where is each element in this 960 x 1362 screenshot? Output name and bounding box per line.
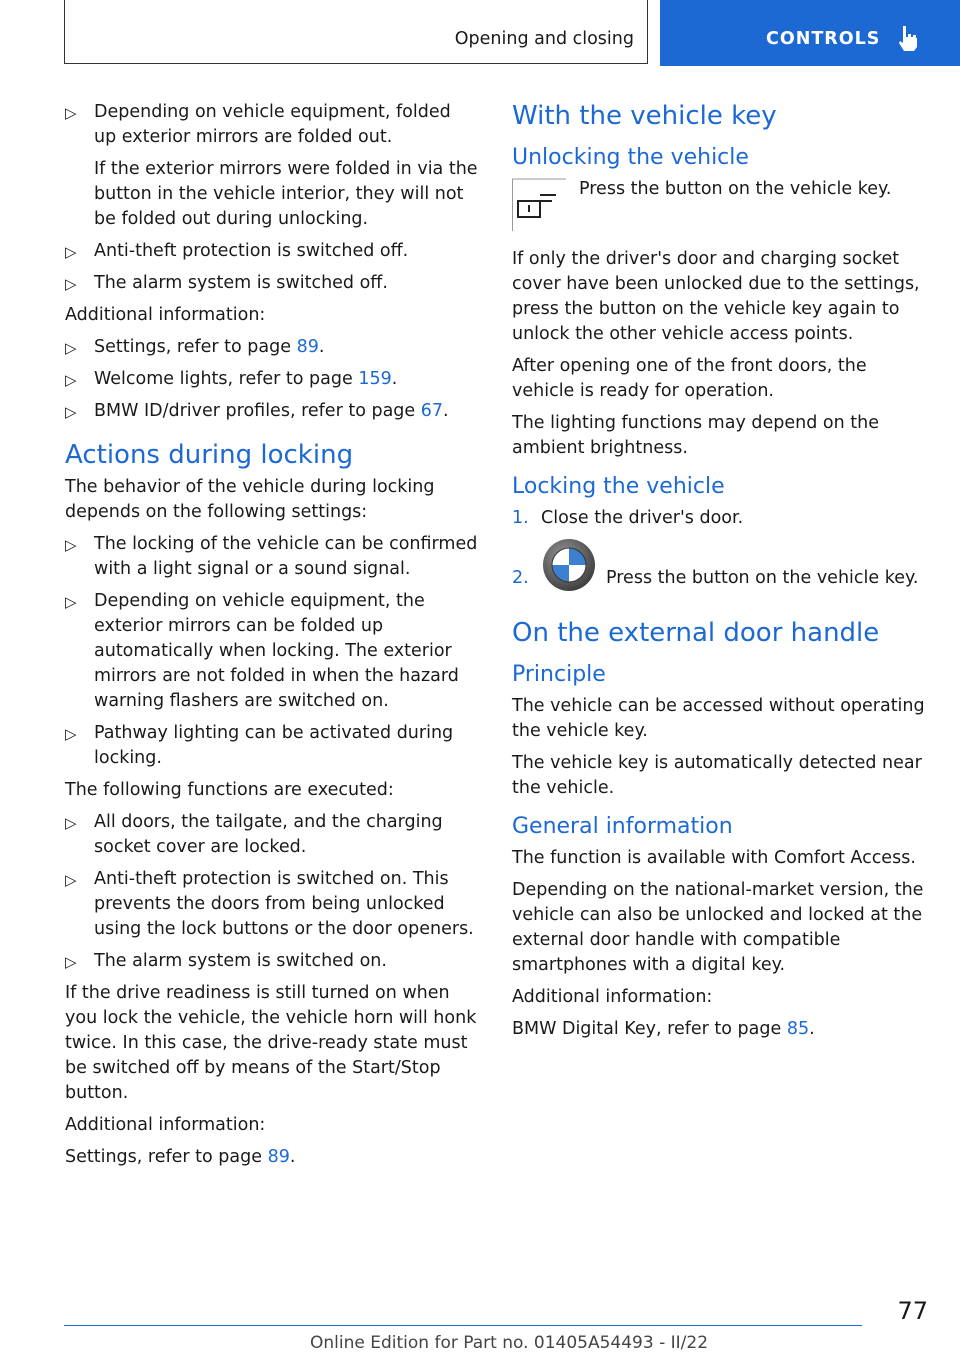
list-item-text: Pathway lighting can be activated during locking. (94, 723, 454, 768)
heading-general-information: General information (512, 814, 733, 839)
ref-text: Settings, refer to page (94, 337, 297, 357)
chapter-tab[interactable] (660, 0, 960, 66)
reference-list (65, 335, 478, 424)
heading-principle: Principle (512, 662, 606, 687)
triangle-bullet-icon: ▷ (65, 814, 77, 832)
edition-text: Online Edition for Part no. 01405A54493 - II/22 (310, 1333, 709, 1353)
unlock-description: Press the button on the vehicle key. (579, 179, 892, 199)
list-item (65, 367, 478, 392)
page-link[interactable]: 89 (267, 1147, 290, 1167)
principle-paragraph: The vehicle key is automatically detected near the vehicle. (512, 753, 922, 798)
additional-info-label: Additional information: (65, 1115, 266, 1135)
ref-end: . (809, 1019, 815, 1039)
triangle-bullet-icon: ▷ (65, 953, 77, 971)
page-link[interactable]: 67 (420, 401, 444, 421)
settings-reference (65, 1145, 478, 1170)
list-item (65, 532, 478, 582)
triangle-bullet-icon: ▷ (65, 536, 77, 554)
bmw-logo-icon (542, 538, 596, 592)
locking-steps (512, 506, 928, 602)
unlock-paragraph: If only the driver's door and charging socket cover have been unlocked due to the settings, press the button on the vehicle key again to unlock the other vehicle access points. (512, 249, 920, 344)
right-column (512, 100, 928, 1049)
list-item-text: Depending on vehicle equipment, folded up exterior mirrors are folded out. (94, 102, 451, 147)
triangle-bullet-icon: ▷ (65, 339, 77, 357)
triangle-bullet-icon: ▷ (65, 104, 77, 122)
step-item (512, 506, 928, 531)
additional-info-label: Additional information: (512, 987, 713, 1007)
actions-intro: The behavior of the vehicle during locking depends on the following settings: (65, 477, 435, 522)
horn-paragraph: If the drive readiness is still turned on when you lock the vehicle, the vehicle horn will honk twice. In this case, the drive-ready state must be switched off by means of the Start/Stop button. (65, 983, 477, 1103)
heading-with-vehicle-key: With the vehicle key (512, 101, 777, 131)
hand-pointer-icon (896, 24, 920, 52)
list-item-text: Depending on vehicle equipment, the exterior mirrors can be folded up automatically when locking. The exterior mirrors are not folded in when the hazard warning flashers are switched on. (94, 591, 459, 711)
ref-end: . (443, 401, 449, 421)
ref-text: Settings, refer to page (65, 1147, 268, 1167)
list-item-text: Anti-theft protection is switched off. (94, 241, 409, 261)
ref-end: . (289, 1147, 296, 1167)
ref-end: . (318, 337, 325, 357)
executed-intro: The following functions are executed: (65, 780, 394, 800)
section-title: Opening and closing (454, 29, 634, 49)
list-item-text: The locking of the vehicle can be confirmed with a light signal or a sound signal. (94, 534, 478, 579)
chapter-tab-label: CONTROLS (766, 29, 881, 49)
step-number: 2. (512, 568, 529, 588)
triangle-bullet-icon: ▷ (65, 725, 77, 743)
additional-info-label: Additional information: (65, 305, 266, 325)
heading-unlocking-vehicle: Unlocking the vehicle (512, 145, 749, 170)
page-header (0, 0, 960, 66)
triangle-bullet-icon: ▷ (65, 371, 77, 389)
ref-text: Welcome lights, refer to page (94, 369, 359, 389)
triangle-bullet-icon: ▷ (65, 403, 77, 421)
list-item (65, 721, 478, 771)
list-item (65, 335, 478, 360)
unlock-button-icon (512, 177, 566, 231)
ref-text: BMW Digital Key, refer to page (512, 1019, 787, 1039)
list-item-text: The alarm system is switched off. (94, 273, 388, 293)
page-link[interactable]: 89 (296, 337, 319, 357)
list-item (65, 867, 478, 942)
list-item (65, 399, 478, 424)
step-text: Close the driver's door. (541, 508, 744, 528)
unlock-paragraph: The lighting functions may depend on the ambient brightness. (512, 413, 879, 458)
page-number: 77 (897, 1297, 928, 1325)
list-item (65, 810, 478, 860)
list-item-text: If the exterior mirrors were folded in via the button in the vehicle interior, they will not be folded out during unlocking. (94, 159, 478, 229)
general-paragraph: The function is available with Comfort Access. (512, 848, 916, 868)
unlock-effects-list (65, 100, 478, 296)
list-item (65, 271, 478, 296)
left-column (65, 100, 478, 1177)
triangle-bullet-icon: ▷ (65, 871, 77, 889)
ref-text: BMW ID/driver profiles, refer to page (94, 401, 421, 421)
digital-key-reference (512, 1017, 928, 1042)
list-item-text: All doors, the tailgate, and the charging socket cover are locked. (94, 812, 443, 857)
heading-actions-during-locking: Actions during locking (65, 440, 354, 470)
list-item (65, 589, 478, 714)
footer-divider (64, 1325, 862, 1326)
triangle-bullet-icon: ▷ (65, 593, 77, 611)
list-item-text: The alarm system is switched on. (94, 951, 387, 971)
unlock-paragraph: After opening one of the front doors, the vehicle is ready for operation. (512, 356, 867, 401)
heading-external-door-handle: On the external door handle (512, 618, 880, 648)
unlock-instruction (512, 177, 928, 239)
triangle-bullet-icon: ▷ (65, 243, 77, 261)
ref-end: . (391, 369, 398, 389)
step-item (512, 538, 928, 602)
principle-paragraph: The vehicle can be accessed without operating the vehicle key. (512, 696, 925, 741)
page-link[interactable]: 159 (358, 369, 392, 389)
page-link[interactable]: 85 (786, 1019, 810, 1039)
general-paragraph: Depending on the national-market version, the vehicle can also be unlocked and locked at the external door handle with compatible smartphones with a digital key. (512, 880, 924, 975)
step-text: Press the button on the vehicle key. (606, 568, 919, 588)
triangle-bullet-icon: ▷ (65, 275, 77, 293)
list-item (65, 239, 478, 264)
step-number: 1. (512, 508, 529, 528)
heading-locking-vehicle: Locking the vehicle (512, 474, 725, 499)
executed-functions-list (65, 810, 478, 974)
list-item-text: Anti-theft protection is switched on. This prevents the doors from being unlocked using the lock buttons or the door openers. (94, 869, 474, 939)
list-item (65, 100, 478, 232)
locking-settings-list (65, 532, 478, 771)
list-item (65, 949, 478, 974)
